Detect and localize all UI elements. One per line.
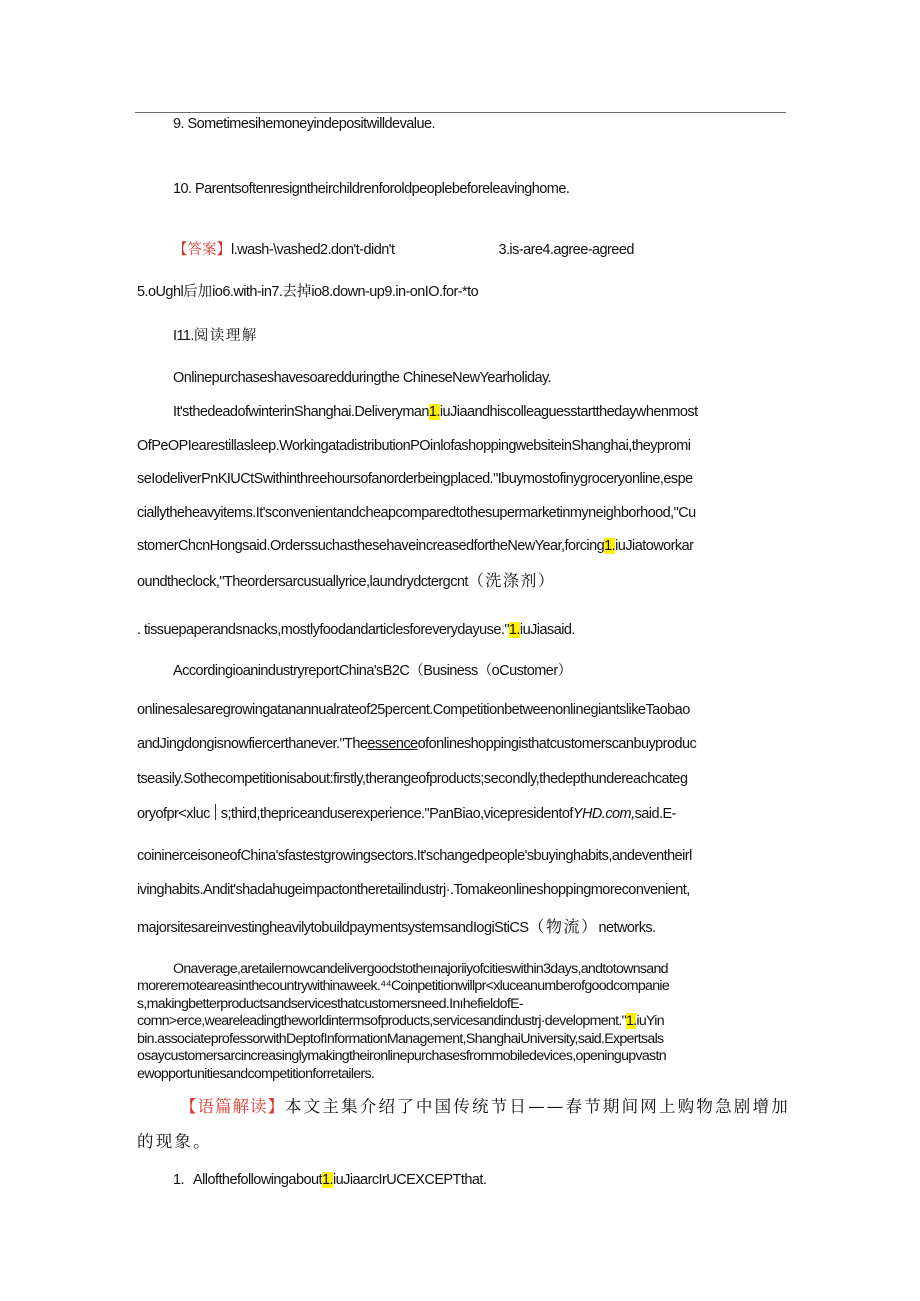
- p3-line-2: moreremoteareasinthecountrywithinaweek.⁴⁴Coinpetitionwillpr<xluceanumberofgoodcompanie: [137, 978, 670, 994]
- p3-line-4: [137, 1013, 789, 1031]
- question-number: 1.: [173, 1172, 184, 1188]
- item-9: 9. Sometimesihemoneyindepositwilldevalue.: [173, 116, 435, 132]
- answer-line-2-d: 去掉: [282, 284, 312, 300]
- highlight-marker: 1.: [428, 404, 440, 420]
- header-rule: [135, 112, 786, 113]
- answer-line-1: [173, 240, 789, 260]
- p2-line-2: onlinesalesaregrowingatanannualrateof25percent.CompetitionbetweenonlinegiantslikeTaobao: [137, 702, 690, 718]
- p2-line-4: tseasily.Sothecompetitionisabout:firstly,therangeofproducts;secondly,thedepthundereachcateg: [137, 771, 688, 787]
- item-10: 10. Parentsoftenresigntheirchildrenforoldpeoplebeforeleavinghome.: [173, 181, 570, 197]
- p3-line-4-a: comn>erce,weareleadingtheworldintermsofproducts,servicesandindustrj·development.": [137, 1013, 626, 1029]
- p3-line-5: bin.associateprofessorwithDeptofInformationManagement,ShanghaiUniversity,said.Expertsals: [137, 1031, 664, 1047]
- answer-label: 【答案】: [173, 242, 231, 258]
- answer-line-2-a: 5.oUghl: [137, 284, 184, 300]
- p2-line-8-c: networks.: [598, 920, 656, 936]
- p2-line-3-a: andJingdongisnowfiercerthanever."The: [137, 736, 368, 752]
- article-headline: Onlinepurchaseshavesoaredduringthe ChineseNewYearholiday.: [173, 370, 552, 386]
- p1-line-1: [173, 402, 789, 422]
- interpretation-line-1: [180, 1096, 789, 1118]
- p2-line-5: [137, 804, 789, 824]
- p2-line-8-b: （物流）: [528, 917, 599, 936]
- highlight-marker: 1.: [508, 622, 520, 638]
- p2-line-3-b: ofonlineshoppingisthatcustomerscanbuyproduc: [417, 736, 697, 752]
- p1-line-1-b: iuJiaandhiscolleaguesstartthedaywhenmost: [439, 404, 698, 420]
- site-name: YHD.com,: [572, 806, 635, 822]
- section-title: 阅读理解: [193, 328, 258, 344]
- underlined-word: essence: [367, 736, 418, 752]
- highlight-marker: 1.: [625, 1013, 637, 1029]
- p1-line-2: OfPeOPIearestillasleep.WorkingatadistributionPOinlofashoppingwebsiteinShanghai,theypromi: [137, 438, 691, 454]
- p1-line-7-a: . tissuepaperandsnacks,mostlyfoodandarticlesforeverydayuse.": [137, 622, 509, 638]
- p1-line-3: seIodeliverPnKIUCtSwithinthreehoursofanorderbeingplaced."Ibuymostofinygroceryonline,espe: [137, 471, 693, 487]
- answer-line-2: [137, 282, 789, 302]
- p2-line-7: ivinghabits.Andit'shadahugeimpactontheretailindustrj·.Tomakeonlineshoppingmoreconvenient,: [137, 882, 690, 898]
- p1-line-6: [137, 571, 789, 592]
- p3-line-7: ewopportunitiesandcompetitionforretailers.: [137, 1066, 375, 1082]
- section-prefix: I11.: [173, 328, 194, 344]
- p2-line-6: coininerceisoneofChina'sfastestgrowingsectors.It'schangedpeople'sbuyinghabits,andeventheirl: [137, 848, 692, 864]
- question-1: [173, 1170, 789, 1190]
- p2-line-8-a: majorsitesareinvestingheavilytobuildpaymentsystemsandIogiStiCS: [137, 920, 529, 936]
- p1-line-7: [137, 620, 789, 640]
- answer-part-1: l.wash-\vashed2.don't-didn't: [231, 242, 395, 258]
- p3-line-4-b: iuYin: [636, 1013, 664, 1029]
- p2-line-5-a: oryofpr<xluc: [137, 806, 210, 822]
- interpretation-line-2: 的现象。: [137, 1132, 212, 1151]
- p1-line-5-a: stomerChcnHongsaid.OrderssuchasthesehaveincreasedfortheNewYear,forcing: [137, 538, 605, 554]
- p2-line-5-b: s;third,thepriceanduserexperience."PanBiao,vicepresidentof: [220, 806, 573, 822]
- section-heading: [173, 326, 789, 346]
- p3-line-6: osaycustomersarcincreasinglymakingtheironlinepurchasesfrommobiledevices,openingupvastn: [137, 1048, 666, 1064]
- p1-line-4: ciallytheheavyitems.It'sconvenientandcheapcomparedtothesupermarketinmyneighborhood,"Cu: [137, 505, 696, 521]
- question-text-b: iuJiaarcIrUCEXCEPTthat.: [332, 1172, 487, 1188]
- p1-line-6-b: （洗涤剂）: [467, 571, 556, 590]
- p3-line-1: Onaverage,aretailernowcandelivergoodstotheınajoriiyofcitieswithin3days,andtotownsand: [173, 961, 668, 977]
- interpretation-text-1: 本文主集介绍了中国传统节日——春节期间网上购物急剧增加: [285, 1097, 790, 1116]
- p2-line-5-d: said.E-: [634, 806, 676, 822]
- answer-part-2: 3.is-are4.agree-agreed: [498, 242, 634, 258]
- p2-line-1: AccordingioanindustryreportChina'sB2C（Business（oCustomer）: [173, 663, 572, 679]
- answer-line-2-b: 后加: [183, 284, 213, 300]
- question-text-a: Allofthefollowingabout: [193, 1172, 322, 1188]
- p3-line-3: s,makingbetterproductsandservicesthatcustomersneed.InıhefieldofE-: [137, 996, 523, 1012]
- p1-line-6-a: oundtheclock,"Theordersarcusuallyrice,laundrydctergcnt: [137, 574, 468, 590]
- p1-line-5: [137, 536, 789, 556]
- highlight-marker: 1.: [604, 538, 616, 554]
- p2-line-3: [137, 734, 789, 754]
- p2-line-8: [137, 917, 789, 938]
- answer-line-2-e: io8.down-up9.in-onIO.for-*to: [311, 284, 479, 300]
- p1-line-7-b: iuJiasaid.: [519, 622, 575, 638]
- interpretation-label: 【语篇解读】: [180, 1097, 285, 1116]
- divider-bar: [215, 804, 216, 820]
- p1-line-5-b: iuJiatoworkar: [615, 538, 694, 554]
- highlight-marker: 1.: [321, 1172, 333, 1188]
- answer-line-2-c: io6.with-in7.: [212, 284, 283, 300]
- p1-line-1-a: It'sthedeadofwinterinShanghai.Deliveryman: [173, 404, 429, 420]
